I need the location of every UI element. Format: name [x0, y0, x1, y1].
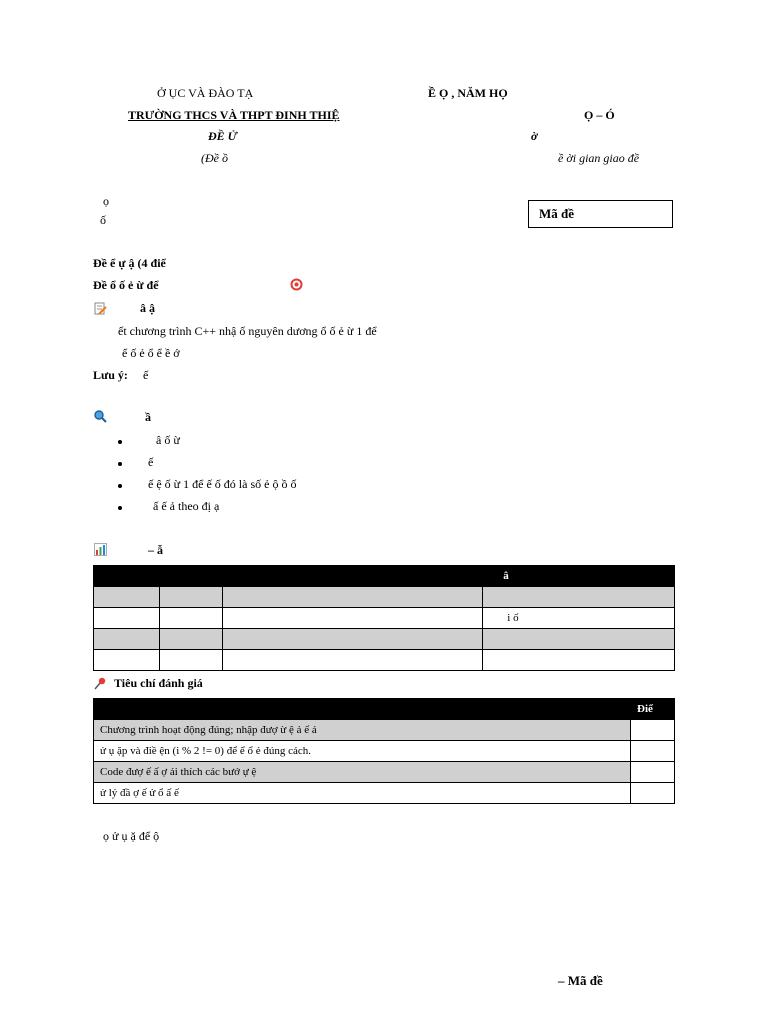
exam-code-box [528, 200, 673, 228]
table-cell [94, 608, 160, 629]
dept-line: Ở ỤC VÀ ĐÀO TẠ [157, 86, 254, 100]
exam-code-label: Mã đề [539, 206, 575, 221]
bullet [118, 440, 122, 444]
target-icon [290, 278, 303, 291]
table-cell [159, 650, 222, 671]
table-header-row [94, 566, 675, 587]
table-cell [159, 608, 222, 629]
notepad-pencil-icon [94, 302, 107, 315]
table-header-cell: â [483, 566, 675, 587]
table-row [94, 783, 675, 804]
subject-line: Ọ – Ó [584, 108, 615, 122]
pushpin-icon [94, 677, 107, 690]
page-footer: – Mã đề [558, 973, 603, 988]
requirement-item: â ố ừ [156, 433, 180, 447]
table-cell [222, 650, 483, 671]
table-cell [222, 608, 483, 629]
note-text: ế [143, 368, 149, 382]
table-cell [631, 762, 675, 783]
bullet [118, 506, 122, 510]
task-line-1: ết chương trình C++ nhậ ố nguyên dương ổ ố ẻ ừ 1 để [118, 324, 377, 338]
table-cell [631, 783, 675, 804]
sample-table [93, 565, 675, 671]
table-cell [222, 629, 483, 650]
school-name: TRƯỜNG THCS VÀ THPT ĐINH THIỆ [128, 108, 340, 122]
student-number-field: ố [100, 213, 106, 227]
table-row [94, 608, 675, 629]
table-header-cell: Điể [631, 699, 675, 720]
table-row [94, 629, 675, 650]
time-note: ề ời gian giao đề [558, 151, 640, 165]
table-row [94, 762, 675, 783]
question-subtitle: Đề ổ ố ẻ ừ để [93, 278, 159, 292]
question-title: Đề ể ự ậ (4 điể [93, 256, 166, 270]
requirement-item: ế ệ ố ừ 1 để ế ố đó là số ẻ ộ ồ ố [148, 477, 297, 491]
sample-heading: – ẫ [148, 543, 163, 557]
table-header-cell [94, 699, 631, 720]
table-header-row [94, 699, 675, 720]
table-header-cell [222, 566, 483, 587]
requirement-item: ế [148, 455, 154, 469]
table-cell: Code đượ ế ấ ợ ải thích các bướ ự ệ [94, 762, 631, 783]
table-cell: i ố [483, 608, 675, 629]
criteria-heading: Tiêu chí đánh giá [114, 676, 203, 690]
table-cell: Chương trình hoạt động đúng; nhập đượ ừ ệ ả ế ả [94, 720, 631, 741]
table-header-cell [94, 566, 160, 587]
table-row [94, 587, 675, 608]
table-cell [483, 629, 675, 650]
table-cell [159, 629, 222, 650]
table-cell [483, 650, 675, 671]
table-cell: ử ụ ặp và điề ện (i % 2 != 0) để ể ổ ẻ đúng cách. [94, 741, 631, 762]
exam-type: ĐỀ Ử [208, 129, 237, 143]
requirements-heading: ầ [145, 410, 151, 424]
table-cell [222, 587, 483, 608]
student-name-field: ọ [103, 194, 109, 208]
note-label: Lưu ý: [93, 368, 128, 382]
table-cell [94, 650, 160, 671]
time-line: ờ [531, 129, 538, 143]
magnifier-icon [94, 410, 107, 423]
exam-title: Ề Ọ , NĂM HỌ [428, 86, 508, 100]
section-heading: â ậ [140, 301, 155, 315]
criteria-table [93, 698, 675, 804]
task-line-2: ể ố ẻ ổ ể ề ớ [122, 346, 180, 360]
requirement-item: ấ ế ả theo đị ạ [153, 499, 220, 513]
bullet [118, 462, 122, 466]
table-cell [94, 629, 160, 650]
table-cell [159, 587, 222, 608]
bar-chart-icon [94, 543, 107, 556]
table-cell: ử lý đầ ợ ế ử ổ ấ ế [94, 783, 631, 804]
table-cell [483, 587, 675, 608]
table-row [94, 650, 675, 671]
table-row [94, 741, 675, 762]
table-cell [94, 587, 160, 608]
footer-note: ọ ử ụ ặ để ộ [103, 829, 160, 843]
table-header-cell [159, 566, 222, 587]
bullet [118, 484, 122, 488]
table-cell [631, 741, 675, 762]
page-count-note: (Đề ồ [201, 151, 228, 165]
table-row [94, 720, 675, 741]
table-cell [631, 720, 675, 741]
